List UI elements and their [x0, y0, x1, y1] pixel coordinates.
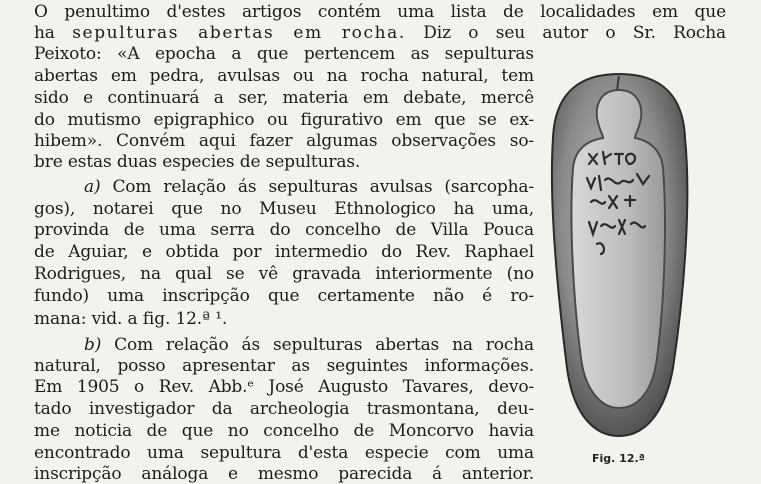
paragraph-b-first-line — [84, 335, 534, 355]
paragraph-a-first-line — [84, 177, 534, 197]
sarcophagus-illustration — [545, 68, 693, 442]
text-line-3: Peixoto: «A epocha a que pertencem as sepulturas — [34, 44, 534, 64]
text-line-18: Em 1905 o Rev. Abb.ᵉ José Augusto Tavares, devo- — [34, 377, 534, 397]
paragraph-b-text: Com relação ás sepulturas abertas na rocha — [101, 335, 534, 355]
text-line-12: de Aguiar, e obtida por intermedio do Rev. Raphael — [34, 242, 534, 262]
text-line-14: fundo) uma inscripção que certamente não é ro- — [34, 286, 534, 306]
text-line-2 — [34, 23, 726, 43]
paragraph-a-text: Com relação ás sepulturas avulsas (sarcopha- — [100, 177, 534, 197]
text-line-5: sido e continuará a ser, materia em debate, mercê — [34, 88, 534, 108]
text-line-20: me noticia de que no concelho de Moncorvo havia — [34, 421, 534, 441]
item-marker-a: a) — [84, 177, 101, 197]
text-line-1: O penultimo d'estes artigos contém uma lista de localidades em que — [34, 2, 726, 22]
text-line-17: natural, posso apresentar as seguintes informações. — [34, 356, 534, 376]
text-line-8: bre estas duas especies de sepulturas. — [34, 152, 361, 172]
text-line-2-end: Diz o seu autor o Sr. Rocha — [405, 23, 726, 43]
text-line-4: abertas em pedra, avulsas ou na rocha natural, tem — [34, 66, 534, 86]
text-line-11: provinda de uma serra do concelho de Villa Pouca — [34, 220, 534, 240]
spaced-emphasis: sepulturas abertas em rocha. — [72, 23, 406, 43]
text-line-2-start: ha — [34, 23, 55, 43]
text-line-10: gos), notarei que no Museu Ethnologico ha uma, — [34, 199, 534, 219]
text-line-6: do mutismo epigraphico ou figurativo em que se ex- — [34, 110, 534, 130]
text-line-19: tado investigador da archeologia trasmontana, deu- — [34, 399, 534, 419]
text-line-15: mana: vid. a fig. 12.ª ¹. — [34, 309, 228, 329]
text-line-13: Rodrigues, na qual se vê gravada interiormente (no — [34, 264, 534, 284]
item-marker-b: b) — [84, 335, 102, 355]
text-line-22: inscripção análoga e mesmo parecida á anterior. — [34, 464, 534, 484]
text-line-21: encontrado uma sepultura d'esta especie com uma — [34, 443, 534, 463]
sarcophagus-figure — [545, 68, 693, 442]
figure-caption: Fig. 12.ª — [592, 452, 645, 465]
text-line-7: hibem». Convém aqui fazer algumas observações so- — [34, 131, 534, 151]
